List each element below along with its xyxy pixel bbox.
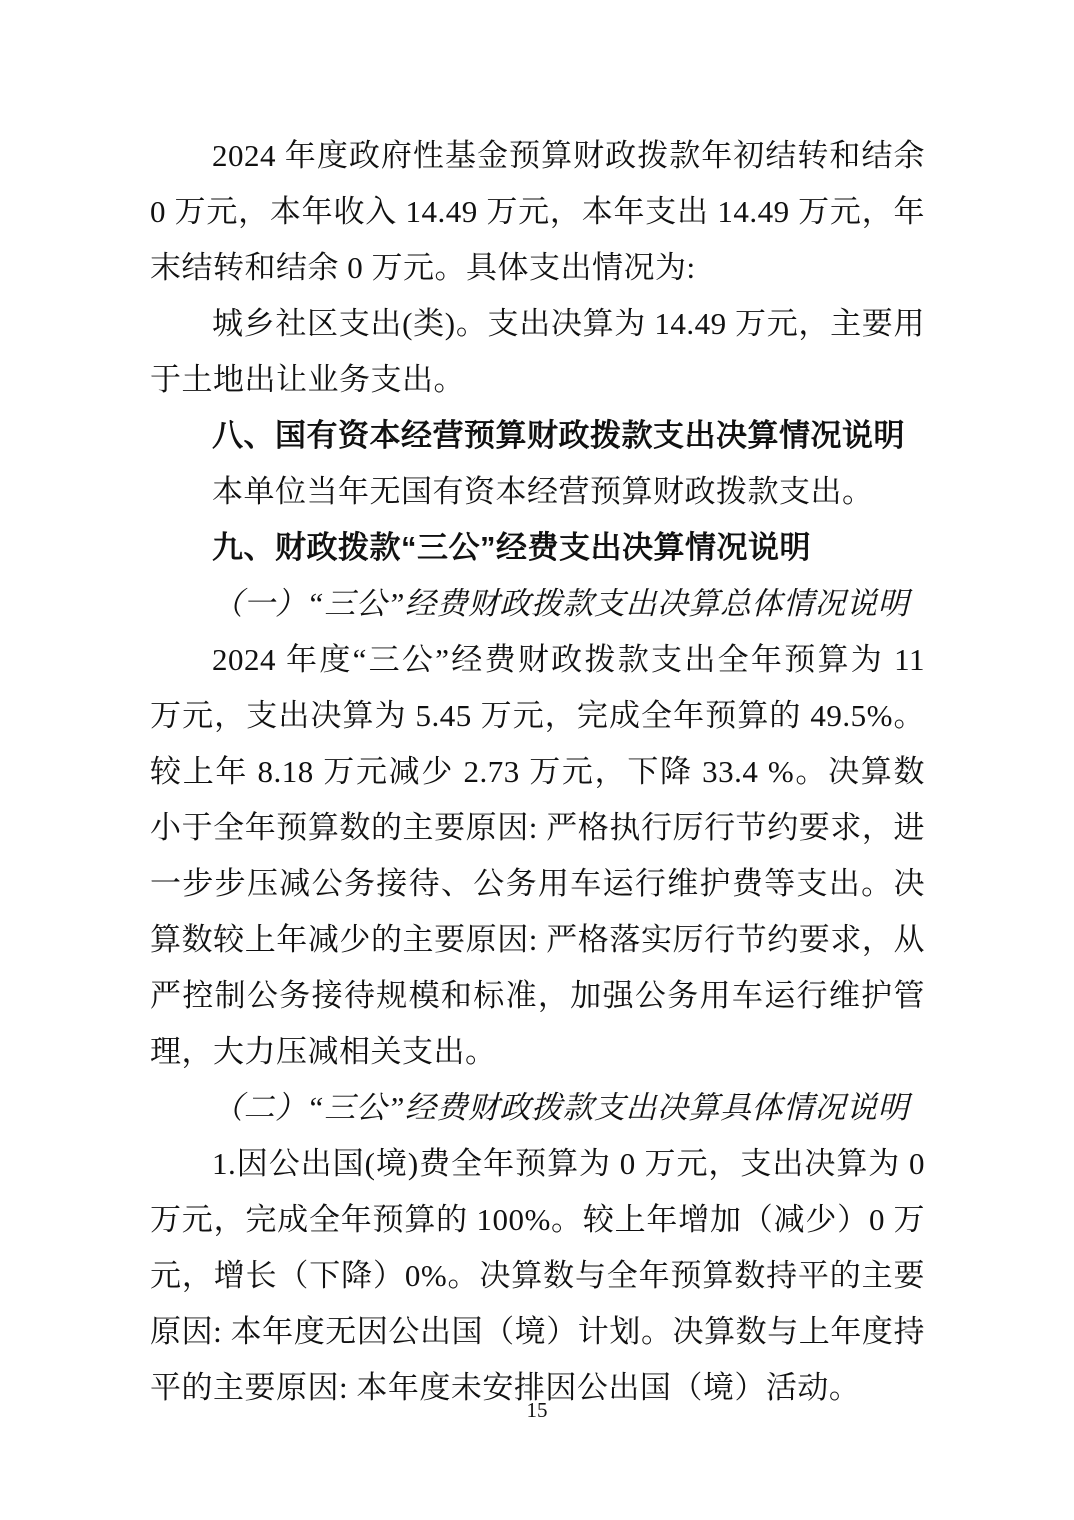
section-heading-9-three-public-funds: 九、财政拨款“三公”经费支出决算情况说明 <box>212 530 811 565</box>
paragraph-three-public-funds-overview: 2024 年度“三公”经费财政拨款支出全年预算为 11 万元，支出决算为 5.45 万元，完成全年预算的 49.5%。较上年 8.18 万元减少 2.73 万元，下降 33.4 %。决算数小于全年预算数的主要原因: 严格执行厉行节约要求，进一步步压减公务接待、公务用车运行维护费等支出。决算数较上年减少的主要原因: 严格落实厉行节约要求，从严控制公务接待规模和标准，加强公务用车运行维护管理，大力压减相关支出。 <box>150 642 925 1069</box>
document-body <box>150 128 925 1416</box>
subsection-heading-1-overall-situation: （一）“三公”经费财政拨款支出决算总体情况说明 <box>212 586 909 621</box>
page-number: 15 <box>526 1398 548 1422</box>
paragraph-urban-rural-expenditure: 城乡社区支出(类)。支出决算为 14.49 万元，主要用于土地出让业务支出。 <box>150 306 925 397</box>
paragraph-overseas-travel-expense: 1.因公出国(境)费全年预算为 0 万元，支出决算为 0 万元，完成全年预算的 100%。较上年增加（减少）0 万元，增长（下降）0%。决算数与全年预算数持平的主要原因: 本年度无因公出国（境）计划。决算数与上年度持平的主要原因: 本年度未安排因公出国（境）活动。 <box>150 1146 925 1405</box>
paragraph-no-state-capital-expenditure: 本单位当年无国有资本经营预算财政拨款支出。 <box>212 474 874 509</box>
section-heading-8-state-capital: 八、国有资本经营预算财政拨款支出决算情况说明 <box>212 418 905 453</box>
paragraph-gov-fund-summary: 2024 年度政府性基金预算财政拨款年初结转和结余 0 万元，本年收入 14.49 万元，本年支出 14.49 万元，年末结转和结余 0 万元。具体支出情况为: <box>150 138 925 285</box>
subsection-heading-2-specific-situation: （二）“三公”经费财政拨款支出决算具体情况说明 <box>212 1090 909 1125</box>
